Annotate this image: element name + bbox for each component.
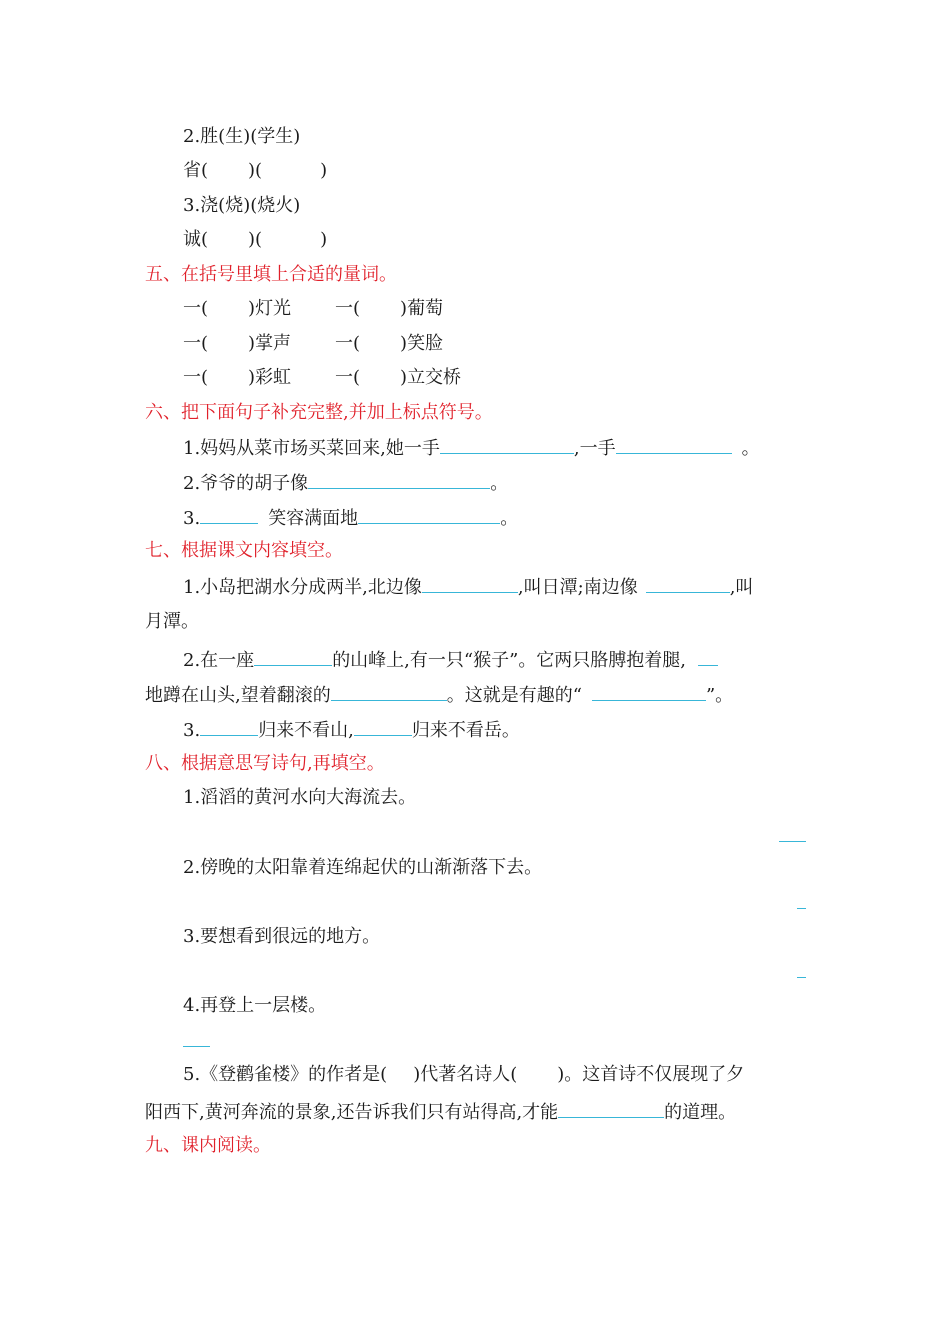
answer-blank[interactable]: [354, 717, 412, 736]
answer-blank[interactable]: [358, 505, 500, 524]
sec7-sentence-3: 3. 归来不看山, 归来不看岳。: [183, 717, 520, 743]
sec7-sentence-1-cont: 月潭。: [145, 611, 199, 632]
sec7-title: 七、根据课文内容填空。: [145, 540, 343, 561]
sec4-line-4: 诚( )( ): [183, 229, 328, 250]
sec8-question-3: 3.要想看到很远的地方。: [183, 926, 381, 947]
answer-blank[interactable]: [646, 574, 730, 593]
sec6-sentence-1: 1.妈妈从菜市场买菜回来,她一手 ,一手 。: [183, 435, 760, 461]
answer-line[interactable]: [779, 841, 806, 842]
answer-line[interactable]: [797, 977, 806, 978]
answer-blank[interactable]: [254, 647, 332, 666]
sec5-item: 一( )掌声: [183, 333, 292, 354]
sec6-sentence-3: 3. 笑容满面地 。: [183, 505, 518, 531]
answer-blank[interactable]: [616, 435, 732, 454]
sec5-item: 一( )灯光: [183, 298, 292, 319]
answer-blank[interactable]: [200, 717, 258, 736]
sec5-item: 一( )笑脸: [335, 333, 444, 354]
sec8-question-5-cont: 阳西下,黄河奔流的景象,还告诉我们只有站得高,才能 的道理。: [145, 1099, 736, 1125]
sec6-sentence-2: 2.爷爷的胡子像 。: [183, 470, 508, 496]
answer-blank[interactable]: [422, 574, 518, 593]
answer-blank[interactable]: [698, 647, 718, 666]
sec4-line-2: 省( )( ): [183, 160, 328, 181]
sec4-line-3: 3.浇(烧)(烧火): [183, 195, 301, 216]
answer-blank[interactable]: [592, 682, 706, 701]
sec7-sentence-2-cont: 地蹲在山头,望着翻滚的 。这就是有趣的“ ”。: [145, 682, 733, 708]
sec5-item: 一( )彩虹: [183, 367, 292, 388]
answer-line[interactable]: [183, 1046, 210, 1047]
sec9-title: 九、课内阅读。: [145, 1135, 271, 1156]
sec5-item: 一( )葡萄: [335, 298, 444, 319]
answer-blank[interactable]: [200, 505, 258, 524]
sec6-title: 六、把下面句子补充完整,并加上标点符号。: [145, 402, 493, 423]
sec5-item: 一( )立交桥: [335, 367, 462, 388]
sec7-sentence-2: 2.在一座 的山峰上,有一只“猴子”。它两只胳膊抱着腿,: [183, 647, 718, 673]
answer-blank[interactable]: [331, 682, 447, 701]
answer-blank[interactable]: [558, 1099, 664, 1118]
sec8-title: 八、根据意思写诗句,再填空。: [145, 753, 385, 774]
sec7-sentence-1: 1.小岛把湖水分成两半,北边像 ,叫日潭;南边像 ,叫: [183, 574, 753, 600]
sec8-question-5: 5.《登鹳雀楼》的作者是( )代著名诗人( )。这首诗不仅展现了夕: [183, 1064, 745, 1085]
sec8-question-4: 4.再登上一层楼。: [183, 995, 327, 1016]
sec8-question-1: 1.滔滔的黄河水向大海流去。: [183, 787, 417, 808]
sec5-title: 五、在括号里填上合适的量词。: [145, 264, 397, 285]
answer-blank[interactable]: [308, 470, 490, 489]
sec8-question-2: 2.傍晚的太阳靠着连绵起伏的山渐渐落下去。: [183, 857, 543, 878]
answer-blank[interactable]: [440, 435, 574, 454]
answer-line[interactable]: [797, 908, 806, 909]
sec4-line-1: 2.胜(生)(学生): [183, 126, 301, 147]
